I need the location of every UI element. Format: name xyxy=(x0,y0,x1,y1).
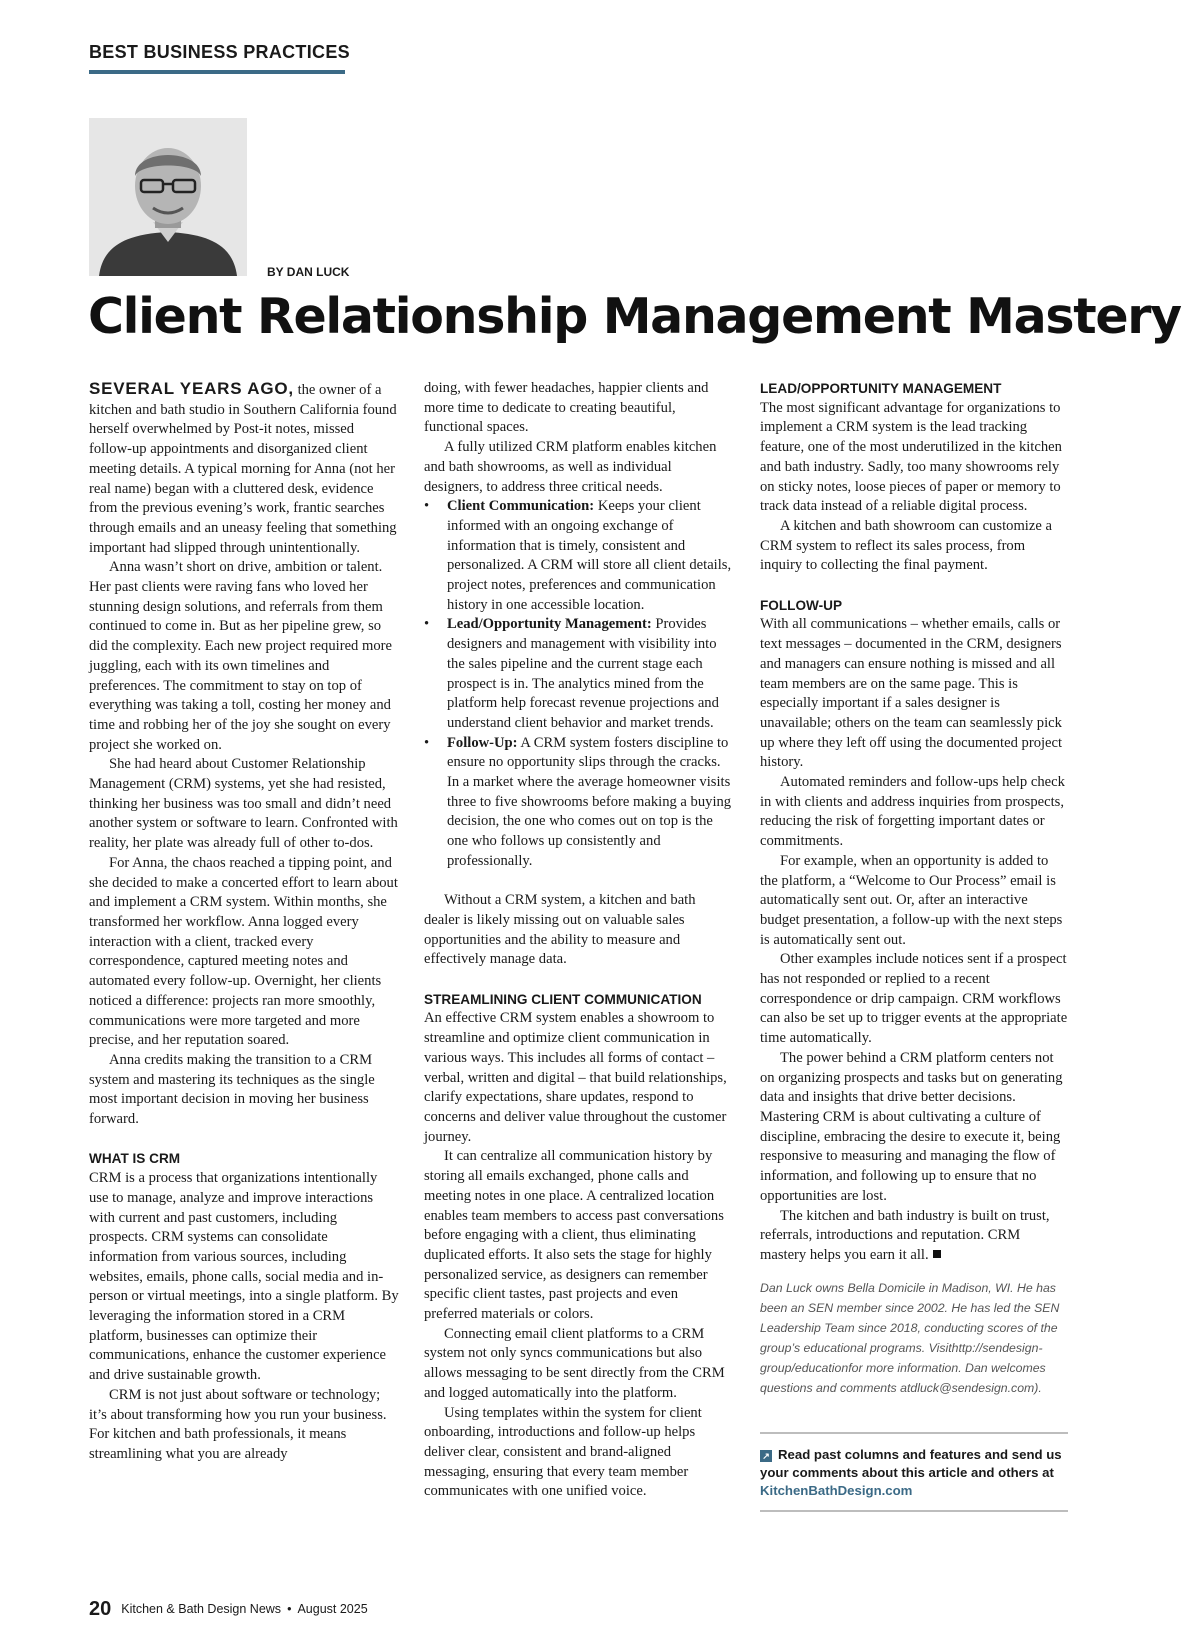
paragraph: doing, with fewer headaches, happier clients and more time to dedicate to creating beautiful, functional spaces. xyxy=(424,380,709,436)
paragraph: CRM is a process that organizations intentionally use to manage, analyze and improve interactions with current and past customers, including prospects. CRM systems can consolidate information from various sources, including websites, emails, phone calls, social media and in-person or virtual meetings, into a single platform. By leveraging the information stored in a CRM platform, businesses can optimize their communications, enhance the customer experience and drive sustainable growth. xyxy=(89,1170,399,1384)
paragraph: CRM is not just about software or technology; it’s about transforming how you run your business. For kitchen and bath professionals, it means streamlining what you are already xyxy=(89,1386,387,1462)
callout-text: Read past columns and features and send us your comments about this article and others at xyxy=(760,1446,1062,1480)
publication-name: Kitchen & Bath Design News xyxy=(121,1602,282,1616)
callout-box xyxy=(760,1432,1068,1512)
paragraph: The power behind a CRM platform centers not on organizing prospects and tasks but on generating data and insights that drive better decisions. Mastering CRM is about cultivating a culture of discipline, embracing the desire to execute it, being responsive to measuring and managing the flow of information, and following up to ensure that no opportunities are lost. xyxy=(760,1049,1063,1204)
paragraph: For Anna, the chaos reached a tipping point, and she decided to make a concerted effort to learn about and implement a CRM system. Within months, she transformed her workflow. Anna logged every interaction with a client, tracked every correspondence, captured meeting notes and automated every follow-up. Overnight, her clients noticed a difference: projects ran more smoothly, communications were more targeted and more precise, and her reputation soared. xyxy=(89,854,398,1049)
footer-separator: • xyxy=(287,1602,292,1616)
paragraph: For example, when an opportunity is added to the platform, a “Welcome to Our Process” email is automatically sent out. Or, after an interactive budget presentation, a follow-up with the next steps is automatically sent out. xyxy=(760,852,1063,948)
paragraph: A fully utilized CRM platform enables kitchen and bath showrooms, as well as individual designers, to address three critical needs. xyxy=(424,439,717,495)
list-item: • Follow-Up: A CRM system fosters discipline to ensure no opportunity slips through the cracks. In a market where the average homeowner visits three to five showrooms before making a buying decision, the one who comes out on top is the one who follows up consistently and professionally. xyxy=(424,734,734,872)
author-photo xyxy=(89,118,247,276)
author-bio: Dan Luck owns Bella Domicile in Madison, WI. He has been an SEN member since 2002. He has led the SEN Leadership Team since 2018, conducting scores of the group’s educational programs. Visithttp://sendesign-group/educationfor more information. Dan welcomes questions and comments atdluck@sendesign.com). xyxy=(760,1280,1060,1395)
paragraph: It can centralize all communication history by storing all emails exchanged, phone calls and meeting notes in one place. A centralized location enables team members to access past conversations before engaging with a client, thus eliminating duplicated efforts. It also sets the stage for highly personalized service, as designers can remember specific client tastes, past projects and even preferred materials or colors. xyxy=(424,1148,724,1323)
paragraph: The most significant advantage for organizations to implement a CRM system is the lead tracking feature, one of the most underutilized in the kitchen and bath industry. Sadly, too many showrooms rely on sticky notes, loose pieces of paper or memory to track data instead of a reliable digital process. xyxy=(760,399,1062,515)
paragraph: With all communications – whether emails, calls or text messages – documented in the CRM, designers and managers can ensure nothing is missed and all team members are on the same page. This is especially important if a sales designer is unavailable; others on the team can seamlessly pick up where they left off using the documented project history. xyxy=(760,616,1063,771)
subhead-follow-up: FOLLOW-UP xyxy=(760,597,843,613)
column-3 xyxy=(760,379,1068,1512)
paragraph: The kitchen and bath industry is built on trust, referrals, introductions and reputation. CRM mastery helps you earn it all. xyxy=(760,1207,1050,1263)
page-footer xyxy=(89,1598,368,1621)
paragraph: Other examples include notices sent if a prospect has not responded or replied to a recent correspondence or drip campaign. CRM workflows can also be set up to trigger events at the appropriate time automatically. xyxy=(760,951,1068,1047)
issue-date: August 2025 xyxy=(297,1602,368,1616)
column-1 xyxy=(89,379,399,1465)
paragraph: Using templates within the system for client onboarding, introductions and follow-up helps deliver clear, consistent and brand-aligned messaging, ensuring that every team member communicates with one unified voice. xyxy=(424,1404,702,1500)
paragraph: Anna credits making the transition to a CRM system and mastering its techniques as the single most important decision in moving her business forward. xyxy=(89,1051,375,1128)
headline: Client Relationship Management Mastery xyxy=(88,288,1181,345)
column-2 xyxy=(424,379,734,1502)
section-rule xyxy=(89,70,345,74)
subhead-streamlining: STREAMLINING CLIENT COMMUNICATION xyxy=(424,991,702,1007)
paragraph: An effective CRM system enables a showroom to streamline and optimize client communication in various ways. This includes all forms of contact – verbal, written and digital – that build relationships, clarify expectations, share updates, respond to concerns and deliver value throughout the customer journey. xyxy=(424,1010,727,1145)
list-item: • Lead/Opportunity Management: Provides designers and management with visibility into the sales pipeline and the current stage each prospect is in. The analytics mined from the platform help forecast revenue projections and understand client behavior and market trends. xyxy=(424,615,734,733)
paragraph: Anna wasn’t short on drive, ambition or talent. Her past clients were raving fans who loved her stunning design solutions, and referrals from them continued to come in. But as her pipeline grew, so did the complexity. Each new project required more juggling, each with its own timelines and preferences. The commitment to stay on top of everything was taking a toll, costing her money and time and robbing her of the joy she sought on every project she worked on. xyxy=(89,559,392,753)
end-square-icon xyxy=(933,1250,941,1258)
list-item: • Client Communication: Keeps your client informed with an ongoing exchange of information that is timely, consistent and personalized. A CRM will store all client details, project notes, preferences and communication history in one accessible location. xyxy=(424,497,734,615)
paragraph: Connecting email client platforms to a CRM system not only syncs communications but also allows messaging to be sent directly from the CRM and logged automatically into the platform. xyxy=(424,1325,725,1401)
paragraph: SEVERAL YEARS AGO, the owner of a kitchen and bath studio in Southern California found herself overwhelmed by Post-it notes, missed follow-up appointments and disorganized client meeting details. A typical morning for Anna (not her real name) began with a cluttered desk, evidence from the previous evening’s work, frantic searches through emails and an uneasy feeling that something important had slipped through unintentionally. xyxy=(89,379,397,556)
lead-in: SEVERAL YEARS AGO, xyxy=(89,379,294,398)
section-tag: BEST BUSINESS PRACTICES xyxy=(89,42,350,62)
page-number: 20 xyxy=(89,1598,112,1620)
subhead-what-is-crm: WHAT IS CRM xyxy=(89,1151,181,1167)
needs-list xyxy=(424,497,734,871)
byline: BY DAN LUCK xyxy=(267,265,350,279)
paragraph: A kitchen and bath showroom can customize a CRM system to reflect its sales process, from inquiry to collecting the final payment. xyxy=(760,517,1052,574)
arrow-box-icon: ↗ xyxy=(760,1450,772,1462)
paragraph: She had heard about Customer Relationship Management (CRM) systems, yet she had resisted, thinking her business was too small and didn’t need another system or software to learn. Confronted with reality, her plate was already full of other to-dos. xyxy=(89,756,398,852)
paragraph: Without a CRM system, a kitchen and bath dealer is likely missing out on valuable sales opportunities and the ability to measure and effectively manage data. xyxy=(424,892,696,968)
subhead-lead-management: LEAD/OPPORTUNITY MANAGEMENT xyxy=(760,381,1002,396)
callout-link[interactable]: KitchenBathDesign.com xyxy=(760,1482,913,1498)
paragraph: Automated reminders and follow-ups help check in with clients and address inquiries from prospects, reducing the risk of forgetting important dates or commitments. xyxy=(760,774,1065,850)
